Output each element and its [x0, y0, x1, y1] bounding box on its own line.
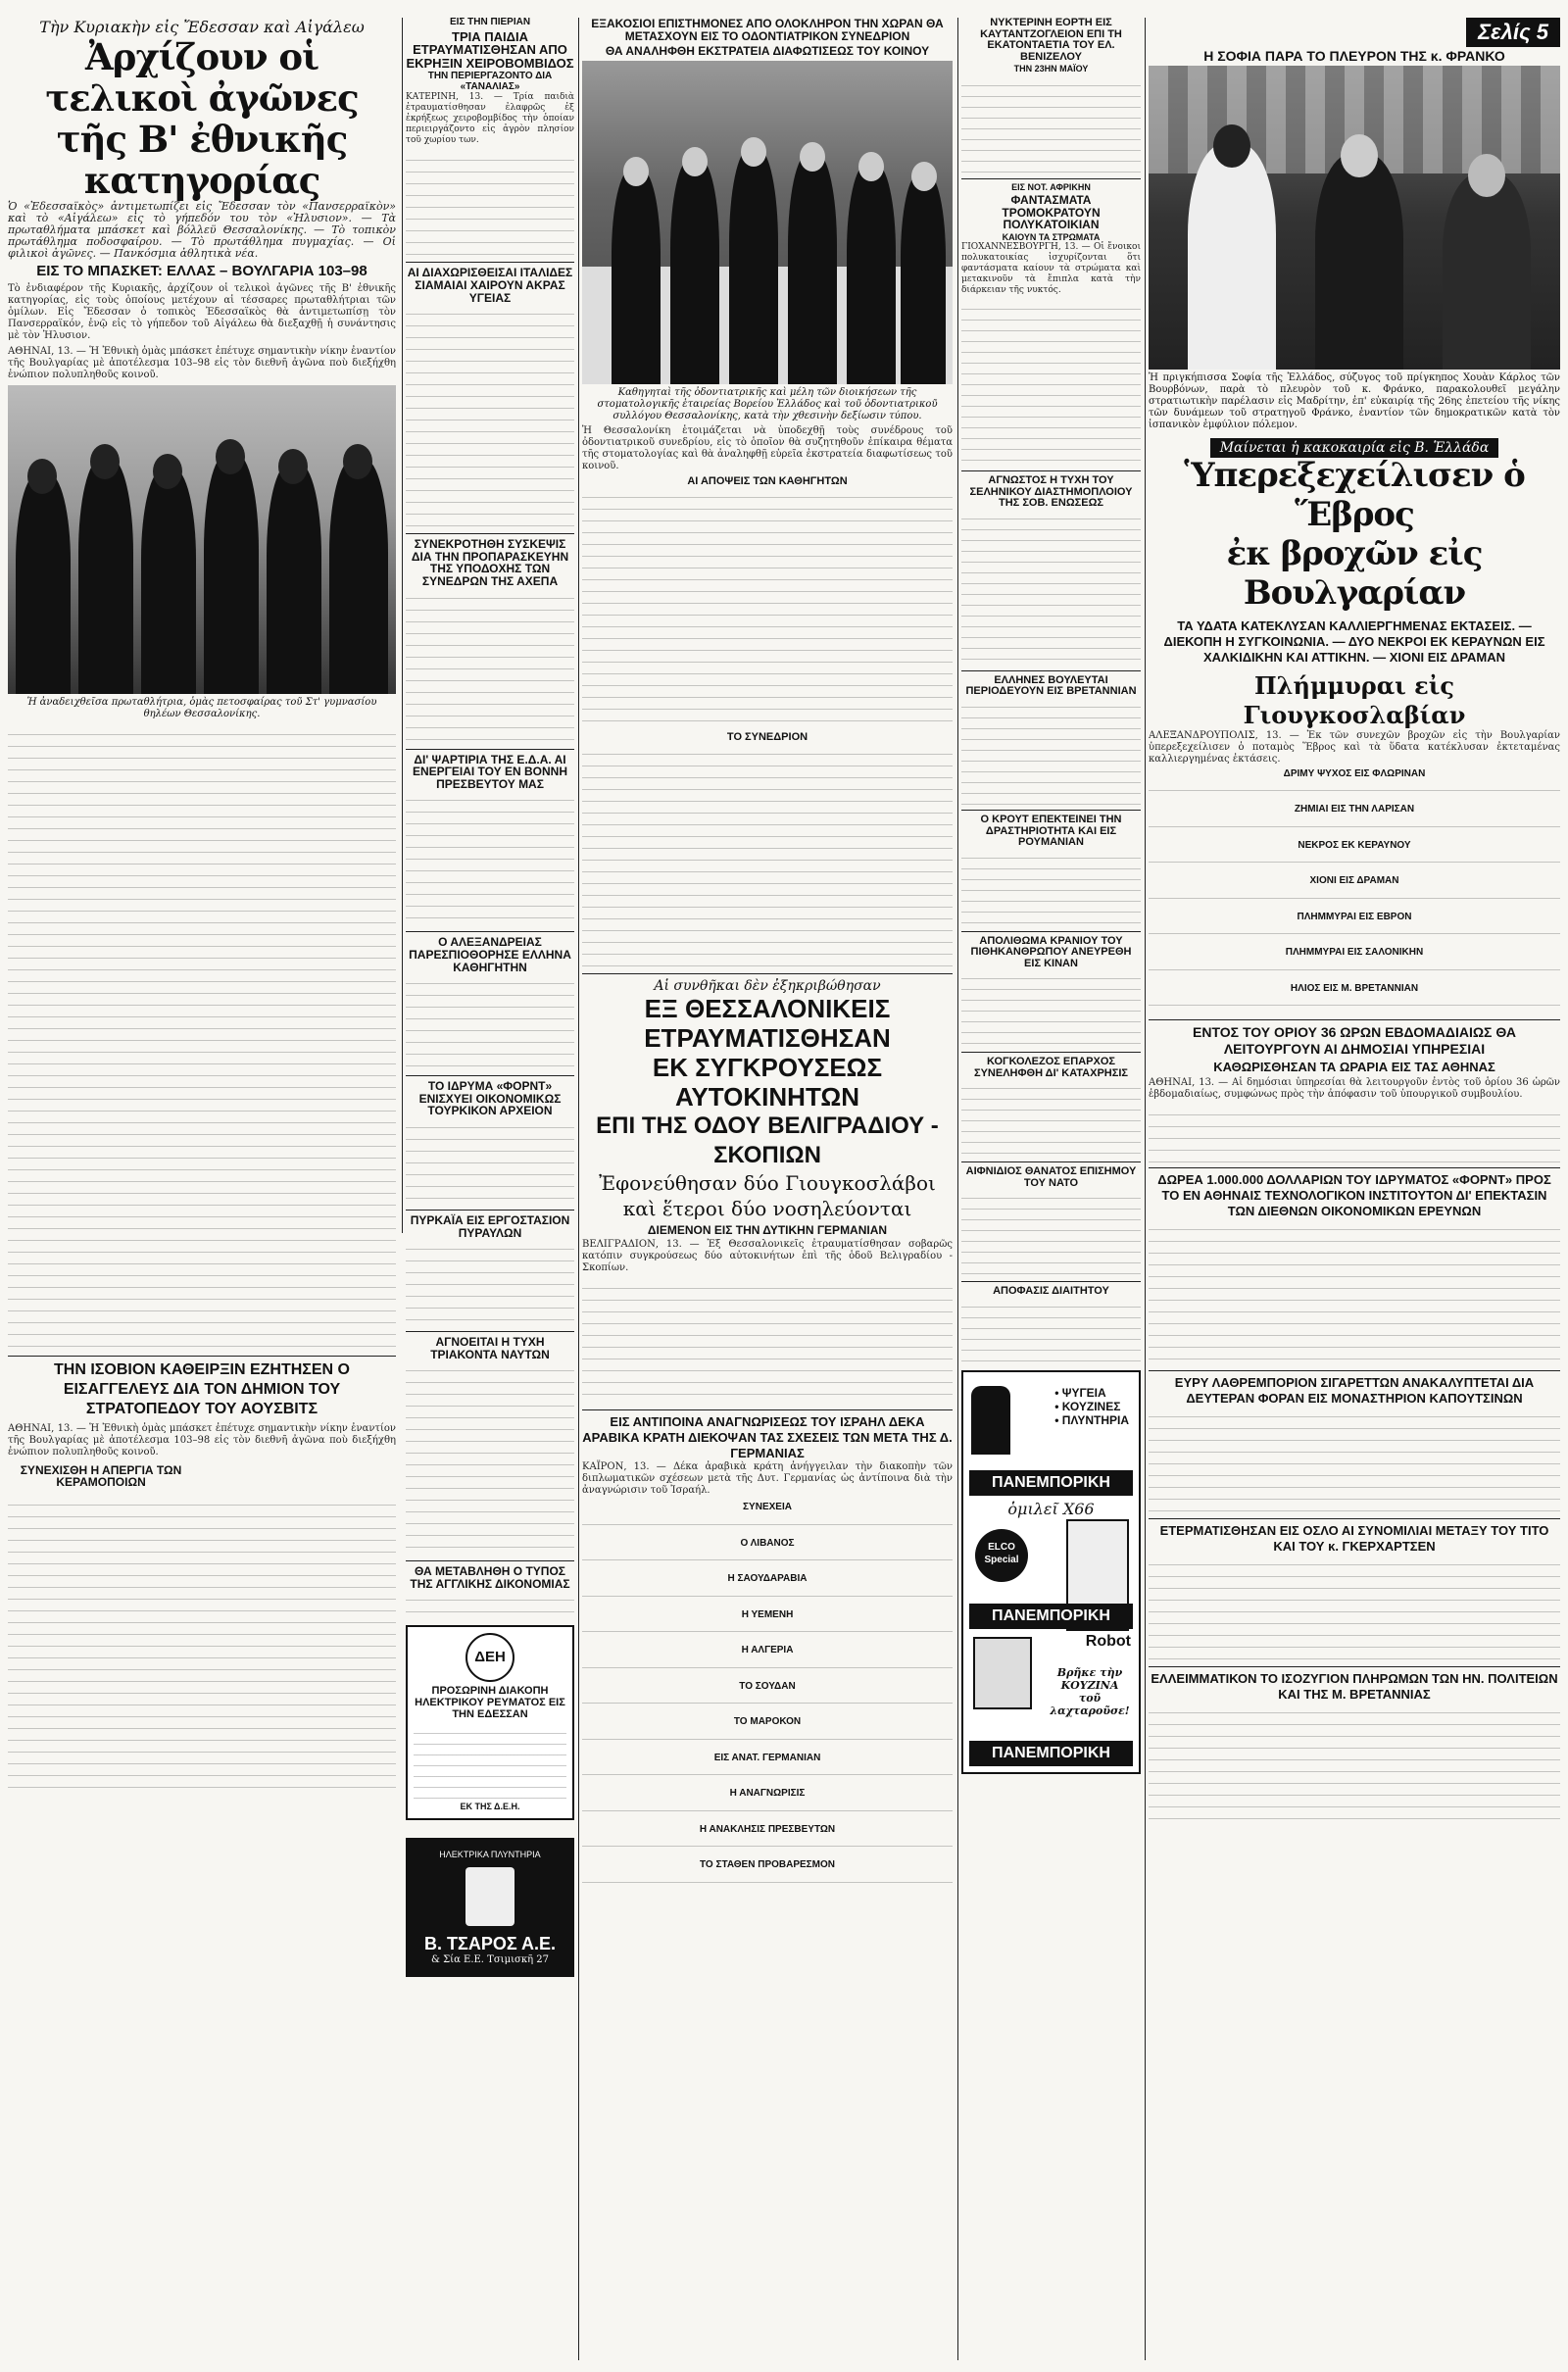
- kicker: Αἱ συνθῆκαι δὲν ἐξηκριβώθησαν: [654, 977, 881, 994]
- subsection-heading: Η ΥΕΜΕΝΗ: [741, 1608, 794, 1620]
- subsection-heading: Η ΑΛΓΕΡΙΑ: [741, 1645, 794, 1656]
- headline: ΕΤΕΡΜΑΤΙΣΘΗΣΑΝ ΕΙΣ ΟΣΛΟ ΑΙ ΣΥΝΟΜΙΛΙΑΙ ΜΕΤΑΞΥ ΤΟΥ ΤΙΤΟ ΚΑΙ ΤΟΥ κ. ΓΚΕΡΧΑΡΤΣΕΝ: [1159, 1522, 1549, 1554]
- article-text: ΚΑΤΕΡΙΝΗ, 13. — Τρία παιδιὰ ἐτραυματίσθησαν ἐλαφρῶς ἐξ ἐκρήξεως χειροβομβίδος τὴν ὁποίαν περιειργάζοντο εἰς ἀγρὸν πλησίον τοῦ χωρίου των.: [406, 92, 574, 146]
- weather-subhead: ΝΕΚΡΟΣ ΕΚ ΚΕΡΑΥΝΟΥ: [1298, 839, 1411, 851]
- weather-subhead: ΧΙΟΝΙ ΕΙΣ ΔΡΑΜΑΝ: [1309, 875, 1399, 887]
- subsection-heading: Η ΑΝΑΚΛΗΣΙΣ ΠΡΕΣΒΕΥΤΩΝ: [699, 1823, 836, 1835]
- headline: ΘΑ ΜΕΤΑΒΛΗΘΗ Ο ΤΥΠΟΣ ΤΗΣ ΑΓΓΛΙΚΗΣ ΔΙΚΟΝΟΜΙΑΣ: [410, 1564, 570, 1591]
- advert-name: Β. ΤΣΑΡΟΣ Α.Ε.: [424, 1933, 556, 1953]
- headline: ΑΙΦΝΙΔΙΟΣ ΘΑΝΑΤΟΣ ΕΠΙΣΗΜΟΥ ΤΟΥ ΝΑΤΟ: [965, 1165, 1137, 1189]
- kicker: ΕΙΣ ΤΗΝ ΠΙΕΡΙΑΝ: [449, 18, 531, 27]
- advert-brand: ΠΑΝΕΜΠΟΡΙΚΗ: [969, 1470, 1133, 1496]
- headline: Ο ΚΡΟΥΤ ΕΠΕΚΤΕΙΝΕΙ ΤΗΝ ΔΡΑΣΤΗΡΙΟΤΗΤΑ ΚΑΙ ΕΙΣ ΡΟΥΜΑΝΙΑΝ: [980, 814, 1122, 849]
- advert-elco: ELCO Special: [975, 1529, 1028, 1582]
- column-rule: [402, 18, 403, 1233]
- column-rule: [578, 18, 579, 2360]
- dentists-photo: [582, 61, 953, 384]
- headline: ΣΥΝΕΚΡΟΤΗΘΗ ΣΥΣΚΕΨΙΣ ΔΙΑ ΤΗΝ ΠΡΟΠΑΡΑΣΚΕΥΗΝ ΤΗΣ ΥΠΟΔΟΧΗΣ ΤΩΝ ΣΥΝΕΔΡΩΝ ΤΗΣ ΑΧΕΠΑ: [411, 537, 569, 588]
- headline-deck: καὶ ἕτεροι δύο νοσηλεύονται: [622, 1196, 912, 1220]
- subsection-heading: ΣΥΝΕΧΕΙΑ: [743, 1502, 792, 1513]
- text-columns-fill: [8, 1495, 396, 1799]
- person-silhouette-icon: [971, 1386, 1010, 1455]
- headline: ΤΡΙΑ ΠΑΙΔΙΑ ΕΤΡΑΥΜΑΤΙΣΘΗΣΑΝ ΑΠΟ ΕΚΡΗΞΙΝ ΧΕΙΡΟΒΟΜΒΙΔΟΣ: [406, 28, 574, 71]
- team-photo: [8, 385, 396, 694]
- weather-subhead: ΖΗΜΙΑΙ ΕΙΣ ΤΗΝ ΛΑΡΙΣΑΝ: [1294, 804, 1415, 815]
- weather-subhead: ΔΡΙΜΥ ΨΥΧΟΣ ΕΙΣ ΦΛΩΡΙΝΑΝ: [1283, 767, 1426, 779]
- tsaros-advert: [406, 1838, 574, 1977]
- article-text: ΑΘΗΝΑΙ, 13. — Αἱ δημόσιαι ὑπηρεσίαι θὰ λειτουργοῦν ἐντὸς τοῦ ὁρίου 36 ὡρῶν ἑβδομαδιαίως, συμφώνως πρὸς τὴν ἀπόφασιν τοῦ ὑπουργικοῦ συμβουλίου.: [1149, 1076, 1560, 1100]
- headline: ΑΓΝΩΣΤΟΣ Η ΤΥΧΗ ΤΟΥ ΣΕΛΗΝΙΚΟΥ ΔΙΑΣΤΗΜΟΠΛΟΙΟΥ ΤΗΣ ΣΟΒ. ΕΝΩΣΕΩΣ: [969, 474, 1133, 510]
- notice-sign: ΕΚ ΤΗΣ Δ.Ε.Η.: [460, 1802, 520, 1812]
- article-text: ΑΛΕΞΑΝΔΡΟΥΠΟΛΙΣ, 13. — Ἐκ τῶν συνεχῶν βροχῶν εἰς τὴν Βουλγαρίαν ὑπερεξεχείλισεν ὁ ποταμὸς Ἕβρος καὶ τὰ ὕδατα κατέκλυσαν ἐκτεταμένας καλλιεργημένας ἐκτάσεις.: [1149, 729, 1560, 765]
- franco-photo: [1149, 66, 1560, 370]
- headline: ΔΩΡΕΑ 1.000.000 ΔΟΛΛΑΡΙΩΝ ΤΟΥ ΙΔΡΥΜΑΤΟΣ «ΦΟΡΝΤ» ΠΡΟΣ ΤΟ ΕΝ ΑΘΗΝΑΙΣ ΤΕΧΝΟΛΟΓΙΚΟΝ ΙΝΣΤΙΤΟΥΤΟΝ ΔΙ' ΕΠΕΚΤΑΣΙΝ ΤΩΝ ΔΙΕΘΝΩΝ ΟΙΚΟΝΟΜΙΚΩΝ ΕΡΕΥΝΩΝ: [1157, 1171, 1551, 1218]
- headline: Η ΣΟΦΙΑ ΠΑΡΑ ΤΟ ΠΛΕΥΡΟΝ ΤΗΣ κ. ΦΡΑΝΚΟ: [1203, 48, 1505, 64]
- advert-model: ὁμιλεῖ Χ66: [1007, 1500, 1095, 1519]
- subsection-heading: ΕΙΣ ΑΝΑΤ. ΓΕΡΜΑΝΙΑΝ: [713, 1752, 821, 1763]
- headline: ΚΟΓΚΟΛΕΖΟΣ ΕΠΑΡΧΟΣ ΣΥΝΕΛΗΦΘΗ ΔΙ' ΚΑΤΑΧΡΗΣΙΣ: [973, 1056, 1128, 1079]
- column-news-right: [961, 18, 1141, 2362]
- subsection-heading: Η ΣΑΟΥΔΑΡΑΒΙΑ: [727, 1573, 808, 1585]
- kicker: ΕΙΣ ΝΟΤ. ΑΦΡΙΚΗΝ: [1011, 181, 1091, 192]
- column-page5: [1149, 18, 1560, 2362]
- advert-product: • ΚΟΥΖΙΝΕΣ: [1054, 1400, 1121, 1414]
- weather-subhead: ΗΛΙΟΣ ΕΙΣ Μ. ΒΡΕΤΑΝΝΙΑΝ: [1290, 982, 1419, 994]
- article-text: ΑΘΗΝΑΙ, 13. — Ἡ Ἐθνικὴ ὁμὰς μπάσκετ ἐπέτυχε σημαντικὴν νίκην ἐναντίον τῆς Βουλγαρίας μὲ ἀποτέλεσμα 103–98 εἰς τὸν διεθνῆ ἀγῶνα ποὺ διεξήχθη ἐνώπιον πολυπληθοῦς κοινοῦ.: [8, 345, 396, 380]
- text-columns-fill: [8, 724, 396, 1352]
- article-text: ΑΘΗΝΑΙ, 13. — Ἡ Ἐθνικὴ ὁμὰς μπάσκετ ἐπέτυχε σημαντικὴν νίκην ἐναντίον τῆς Βουλγαρίας μὲ ἀποτέλεσμα 103–98 εἰς τὸν διεθνῆ ἀγῶνα ποὺ διεξήχθη ἐνώπιον πολυπληθοῦς κοινοῦ.: [8, 1422, 396, 1458]
- headline: ΕΛΛΕΙΜΜΑΤΙΚΟΝ ΤΟ ΙΣΟΖΥΓΙΟΝ ΠΛΗΡΩΜΩΝ ΤΩΝ ΗΝ. ΠΟΛΙΤΕΙΩΝ ΚΑΙ ΤΗΣ Μ. ΒΡΕΤΑΝΝΙΑΣ: [1151, 1670, 1558, 1702]
- headline: ΑΠΟΛΙΘΩΜΑ ΚΡΑΝΙΟΥ ΤΟΥ ΠΙΘΗΚΑΝΘΡΩΠΟΥ ΑΝΕΥΡΕΘΗ ΕΙΣ ΚΙΝΑΝ: [970, 934, 1132, 969]
- column-news-left: [406, 18, 574, 2362]
- big-headline: ΕΞ ΘΕΣΣΑΛΟΝΙΚΕΙΣ ΕΤΡΑΥΜΑΤΙΣΘΗΣΑΝ: [644, 993, 891, 1053]
- headline: ΑΓΝΟΕΙΤΑΙ Η ΤΥΧΗ ΤΡΙΑΚΟΝΤΑ ΝΑΥΤΩΝ: [430, 1335, 550, 1361]
- kicker: Τὴν Κυριακὴν εἰς Ἔδεσσαν καὶ Αἰγάλεω: [39, 18, 365, 36]
- dek: Ὁ «Ἐδεσσαϊκὸς» ἀντιμετωπίζει εἰς Ἔδεσσαν τὸν «Πανσερραϊκὸν» καὶ τὸ «Αἰγάλεω» εἰς τὸ γήπεδόν του τὸν «Ἠλυσιον». — Τὰ πρωταθλήματα μπάσκετ καὶ βόλλεϋ Θεσσαλονίκης. — Τὸ τοπικὸν πρωτάθλημα ποδοσφαίρου. — Τὸ πρωτάθλημα πυγμαχίας. — Οἱ φιλικοὶ ἀγῶνες. — Πανκόσμια ἀθλητικὰ νέα.: [8, 200, 396, 260]
- big-headline: ἐκ βροχῶν εἰς Βουλγαρίαν: [1226, 533, 1483, 613]
- headline: τῆς Β' ἐθνικῆς κατηγορίας: [56, 118, 348, 202]
- article-text: Τὸ ἐνδιαφέρον τῆς Κυριακῆς, ἀρχίζουν οἱ τελικοὶ ἀγῶνες τῆς Β' ἐθνικῆς κατηγορίας, εἰς τοὺς ὁποίους μετέχουν αἱ τέσσαρες πρωταθλήτριαι τῶν ὁμίλων. Εἰς Ἔδεσσαν ὁ τοπικὸς Ἐδεσσαϊκὸς θὰ ἀντιμετωπίσῃ τὸν Πανσερραϊκόν, ἐνῷ εἰς τὸ γήπεδον τοῦ Αἰγάλεω θὰ διεξαχθῇ ἡ συνάντησις μὲ τὸν Ἠλυσιον.: [8, 282, 396, 341]
- column-rule: [957, 18, 958, 2360]
- column-center: [582, 18, 953, 2362]
- article-text: Ἡ Θεσσαλονίκη ἑτοιμάζεται νὰ ὑποδεχθῇ τοὺς συνέδρους τοῦ ὀδοντιατρικοῦ συνεδρίου, εἰς τὸ ὁποῖον θὰ συζητηθοῦν ἐπίκαιρα θέματα τῆς στοματολογίας καὶ θὰ ἀναληφθῇ εὐρεῖα ἐκστρατεία διαφωτίσεως τοῦ κοινοῦ.: [582, 424, 953, 471]
- headline: Ο ΑΛΕΞΑΝΔΡΕΙΑΣ ΠΑΡΕΣΠΙΟΘΟΡΗΣΕ ΕΛΛΗΝΑ ΚΑΘΗΓΗΤΗΝ: [409, 935, 571, 974]
- headline-deck: Πλήμμυραι εἰς Γιουγκοσλαβίαν: [1243, 670, 1466, 729]
- headline: ΦΑΝΤΑΣΜΑΤΑ ΤΡΟΜΟΚΡΑΤΟΥΝ ΠΟΛΥΚΑΤΟΙΚΙΑΝ: [1002, 193, 1101, 232]
- headline: ΤΟ ΙΔΡΥΜΑ «ΦΟΡΝΤ» ΕΝΙΣΧΥΕΙ ΟΙΚΟΝΟΜΙΚΩΣ ΤΟΥΡΚΙΚΟΝ ΑΡΧΕΙΟΝ: [418, 1079, 562, 1118]
- subhead: ΣΥΝΕΧΙΣΘΗ Η ΑΠΕΡΓΙΑ ΤΩΝ ΚΕΡΑΜΟΠΟΙΩΝ: [20, 1462, 182, 1490]
- article-text: ΒΕΛΙΓΡΑΔΙΟΝ, 13. — Ἐξ Θεσσαλονικεῖς ἐτραυματίσθησαν σοβαρῶς κατόπιν συγκρούσεως δύο αὐτοκινήτων ἐπὶ τῆς ὁδοῦ Βελιγραδίου - Σκοπίων.: [582, 1239, 953, 1274]
- subhead: ΤΗΝ ΠΕΡΙΕΡΓΑΖΟΝΤΟ ΔΙΑ «ΤΑΝΑΛΙΑΣ»: [427, 71, 553, 92]
- subhead: ΚΑΙΟΥΝ ΤΑ ΣΤΡΩΜΑΤΑ: [1002, 231, 1101, 242]
- column-rule: [1145, 18, 1146, 2360]
- advert-address: & Σία Ε.Ε. Τσιμισκῆ 27: [431, 1953, 549, 1965]
- dei-logo: ΔΕΗ: [466, 1633, 514, 1682]
- bottom-headline: ΤΗΝ ΙΣΟΒΙΟΝ ΚΑΘΕΙΡΞΙΝ ΕΖΗΤΗΣΕΝ Ο ΕΙΣΑΓΓΕΛΕΥΣ ΔΙΑ ΤΟΝ ΔΗΜΙΟΝ ΤΟΥ ΣΤΡΑΤΟΠΕΔΟΥ ΤΟΥ ΑΟΥΣΒΙΤΣ: [54, 1360, 350, 1417]
- headline: ΑΠΟΦΑΣΙΣ ΔΙΑΙΤΗΤΟΥ: [993, 1285, 1109, 1298]
- advert-brand: ΠΑΝΕΜΠΟΡΙΚΗ: [969, 1741, 1133, 1766]
- subhead: ΤΟ ΣΥΝΕΔΡΙΟΝ: [726, 731, 808, 744]
- advert-robot: Robot: [1085, 1633, 1131, 1651]
- weather-subhead: ΠΛΗΜΜΥΡΑΙ ΕΙΣ ΣΑΛΟΝΙΚΗΝ: [1285, 947, 1424, 959]
- subsection-heading: Η ΑΝΑΓΝΩΡΙΣΙΣ: [729, 1788, 806, 1800]
- article-text: ΓΙΟΧΑΝΝΕΣΒΟΥΡΓΗ, 13. — Οἱ ἔνοικοι πολυκατοικίας ἰσχυρίζονται ὅτι φαντάσματα καίουν τὰ στρώματα καὶ μετακινοῦν τὰ ἔπιπλα κατὰ τὴν διάρκειαν τῆς νυκτός.: [961, 242, 1141, 296]
- advert-brand: ΠΑΝΕΜΠΟΡΙΚΗ: [969, 1604, 1133, 1629]
- subhead: ΔΙΕΜΕΝΟΝ ΕΙΣ ΤΗΝ ΔΥΤΙΚΗΝ ΓΕΡΜΑΝΙΑΝ: [647, 1222, 888, 1237]
- subsection-heading: Ο ΛΙΒΑΝΟΣ: [740, 1537, 795, 1549]
- subhead: ΤΗΝ 23ΗΝ ΜΑΪΟΥ: [1013, 64, 1089, 74]
- article-text: ΚΑΪΡΟΝ, 13. — Δέκα ἀραβικὰ κράτη ἀνήγγειλαν τὴν διακοπὴν τῶν διπλωματικῶν σχέσεων μετὰ τῆς Δυτ. Γερμανίας ὡς ἀντίποινα διὰ τὴν ἀναγνώρισιν τοῦ Ἰσραήλ.: [582, 1461, 953, 1497]
- headline: ΔΙ' ΨΑΡΤΙΡΙΑ ΤΗΣ Ε.Δ.Α. ΑΙ ΕΝΕΡΓΕΙΑΙ ΤΟΥ ΕΝ ΒΟΝΝΗ ΠΡΕΣΒΕΥΤΟΥ ΜΑΣ: [412, 752, 567, 791]
- big-headline: ΕΠΙ ΤΗΣ ΟΔΟΥ ΒΕΛΙΓΡΑΔΙΟΥ - ΣΚΟΠΙΩΝ: [596, 1112, 939, 1168]
- advert-product: • ΠΛΥΝΤΗΡΙΑ: [1054, 1413, 1129, 1428]
- headline: ΠΥΡΚΑΪΑ ΕΙΣ ΕΡΓΟΣΤΑΣΙΟΝ ΠΥΡΑΥΛΩΝ: [410, 1212, 570, 1240]
- headline: ΑΙ ΔΙΑΧΩΡΙΣΘΕΙΣΑΙ ΙΤΑΛΙΔΕΣ ΣΙΑΜΑΙΑΙ ΧΑΙΡΟΥΝ ΑΚΡΑΣ ΥΓΕΙΑΣ: [407, 266, 573, 305]
- advert-small: ΗΛΕΚΤΡΙΚΑ ΠΛΥΝΤΗΡΙΑ: [439, 1849, 541, 1859]
- panemporiki-advert: [961, 1370, 1141, 1774]
- subsection-heading: ΤΟ ΣΟΥΔΑΝ: [739, 1680, 796, 1692]
- headline: Ἀρχίζουν οἱ τελικοὶ ἀγῶνες: [45, 35, 359, 120]
- headline: ΕΙΣ ΑΝΤΙΠΟΙΝΑ ΑΝΑΓΝΩΡΙΣΕΩΣ ΤΟΥ ΙΣΡΑΗΛ ΔΕΚΑ ΑΡΑΒΙΚΑ ΚΡΑΤΗ ΔΙΕΚΟΨΑΝ ΤΑΣ ΣΧΕΣΕΙΣ ΤΩΝ ΜΕΤΑ ΤΗΣ Δ. ΓΕΡΜΑΝΙΑΣ: [582, 1414, 953, 1461]
- notice-title: ΠΡΟΣΩΡΙΝΗ ΔΙΑΚΟΠΗ ΗΛΕΚΤΡΙΚΟΥ ΡΕΥΜΑΤΟΣ ΕΙΣ ΤΗΝ ΕΔΕΣΣΑΝ: [415, 1685, 565, 1720]
- washing-machine-icon: [466, 1867, 514, 1926]
- photo-caption: Ἡ ἀναδειχθεῖσα πρωταθλήτρια, ὁμὰς πετοσφαίρας τοῦ Στ' γυμνασίου θηλέων Θεσσαλονίκης.: [26, 696, 377, 719]
- subsection-heading: ΤΟ ΣΤΑΘΕΝ ΠΡΟΒΑΡΕΣΜΟΝ: [699, 1859, 836, 1871]
- photo-caption: Ἡ πριγκήπισσα Σοφία τῆς Ἑλλάδος, σύζυγος τοῦ πρίγκηπος Χουὰν Κάρλος τῶν Βουρβόνων, παρὰ τὸ πλευρὸν τοῦ κ. Φράνκο, παρακολουθεῖ μεγάλην στρατιωτικὴν παρέλασιν εἰς Μαδρίτην, ἐπ' εὐκαιρίᾳ τῆς 26ης ἐπετείου τῆς νίκης τῶν δυνάμεων τοῦ στρατηγοῦ Φράνκο, ἐναντίον τῶν δημοκρατικῶν κατὰ τὸν ἱσπανικὸν ἐμφύλιον πόλεμον.: [1149, 371, 1560, 430]
- subhead: ΘΑ ΑΝΑΛΗΦΘΗ ΕΚΣΤΡΑΤΕΙΑ ΔΙΑΦΩΤΙΣΕΩΣ ΤΟΥ ΚΟΙΝΟΥ: [605, 44, 930, 59]
- headline: ΕΛΛΗΝΕΣ ΒΟΥΛΕΥΤΑΙ ΠΕΡΙΟΔΕΥΟΥΝ ΕΙΣ ΒΡΕΤΑΝΝΙΑΝ: [965, 673, 1137, 698]
- headline: ΕΥΡΥ ΛΑΘΡΕΜΠΟΡΙΟΝ ΣΙΓΑΡΕΤΤΩΝ ΑΝΑΚΑΛΥΠΤΕΤΑΙ ΔΙΑ ΔΕΥΤΕΡΑΝ ΦΟΡΑΝ ΕΙΣ ΜΟΝΑΣΤΗΡΙΟΝ ΚΑΠΟΥΤΣΙΝΩΝ: [1174, 1374, 1535, 1406]
- subhead: ΕΙΣ ΤΟ ΜΠΑΣΚΕΤ: ΕΛΛΑΣ – ΒΟΥΛΓΑΡΙΑ 103–98: [36, 263, 368, 279]
- stove-icon: [973, 1637, 1032, 1709]
- subhead: ΑΙ ΑΠΟΨΕΙΣ ΤΩΝ ΚΑΘΗΓΗΤΩΝ: [687, 474, 848, 487]
- headline: ΝΥΚΤΕΡΙΝΗ ΕΟΡΤΗ ΕΙΣ ΚΑΥΤΑΝΤΖΟΓΛΕΙΟΝ ΕΠΙ ΤΗ ΕΚΑΤΟΝΤΑΕΤΙΑ ΤΟΥ ΕΛ. ΒΕΝΙΖΕΛΟΥ: [980, 18, 1122, 63]
- photo-caption: Καθηγηταὶ τῆς ὀδοντιατρικῆς καὶ μέλη τῶν διοικήσεων τῆς στοματολογικῆς ἑταιρείας Βορείου Ἑλλάδος καὶ τοῦ ὀδοντιατρικοῦ συλλόγου Θεσσαλονίκης, κατὰ τὴν χθεσινὴν δεξίωσιν τύπου.: [597, 386, 938, 421]
- subhead: ΤΑ ΥΔΑΤΑ ΚΑΤΕΚΛΥΣΑΝ ΚΑΛΛΙΕΡΓΗΜΕΝΑΣ ΕΚΤΑΣΕΙΣ. — ΔΙΕΚΟΠΗ Η ΣΥΓΚΟΙΝΩΝΙΑ. — ΔΥΟ ΝΕΚΡΟΙ ΕΚ ΚΕΡΑΥΝΩΝ ΕΙΣ ΧΑΛΚΙΔΙΚΗΝ ΚΑΙ ΑΤΤΙΚΗΝ. — ΧΙΟΝΙ ΕΙΣ ΔΡΑΜΑΝ: [1163, 618, 1545, 665]
- page-number: Σελίς 5: [1466, 18, 1560, 47]
- big-headline: Ὑπερεξεχείλισεν ὁ Ἕβρος: [1184, 455, 1525, 534]
- kicker: Μαίνεται ἡ κακοκαιρία εἰς Β. Ἑλλάδα: [1210, 438, 1499, 458]
- subhead: ΚΑΘΩΡΙΣΘΗΣΑΝ ΤΑ ΩΡΑΡΙΑ ΕΙΣ ΤΑΣ ΑΘΗΝΑΣ: [1213, 1060, 1495, 1075]
- advert-product: • ΨΥΓΕΙΑ: [1054, 1386, 1106, 1401]
- headline: ΕΞΑΚΟΣΙΟΙ ΕΠΙΣΤΗΜΟΝΕΣ ΑΠΟ ΟΛΟΚΛΗΡΟΝ ΤΗΝ ΧΩΡΑΝ ΘΑ ΜΕΤΑΣΧΟΥΝ ΕΙΣ ΤΟ ΟΔΟΝΤΙΑΤΡΙΚΟΝ ΣΥΝΕΔΡΙΟΝ: [591, 18, 944, 43]
- headline: ΕΝΤΟΣ ΤΟΥ ΟΡΙΟΥ 36 ΩΡΩΝ ΕΒΔΟΜΑΔΙΑΙΩΣ ΘΑ ΛΕΙΤΟΥΡΓΟΥΝ ΑΙ ΔΗΜΟΣΙΑΙ ΥΠΗΡΕΣΙΑΙ: [1193, 1024, 1516, 1058]
- big-headline: ΕΚ ΣΥΓΚΡΟΥΣΕΩΣ ΑΥΤΟΚΙΝΗΤΩΝ: [652, 1052, 883, 1112]
- dei-notice: [406, 1625, 574, 1819]
- weather-report-list: [1149, 769, 1560, 1016]
- headline-deck: Ἐφονεύθησαν δύο Γιουγκοσλάβοι: [599, 1170, 936, 1195]
- subsection-heading: ΤΟ ΜΑΡΟΚΟΝ: [733, 1716, 802, 1728]
- weather-subhead: ΠΛΗΜΜΥΡΑΙ ΕΙΣ ΕΒΡΟΝ: [1297, 911, 1412, 922]
- column-sports: [8, 18, 396, 2362]
- subsection-list: [582, 1503, 953, 1891]
- advert-tagline: Βρῆκε τὴν ΚΟΥΖΙΝΑ τοῦ λαχταροῦσε!: [1050, 1666, 1130, 1718]
